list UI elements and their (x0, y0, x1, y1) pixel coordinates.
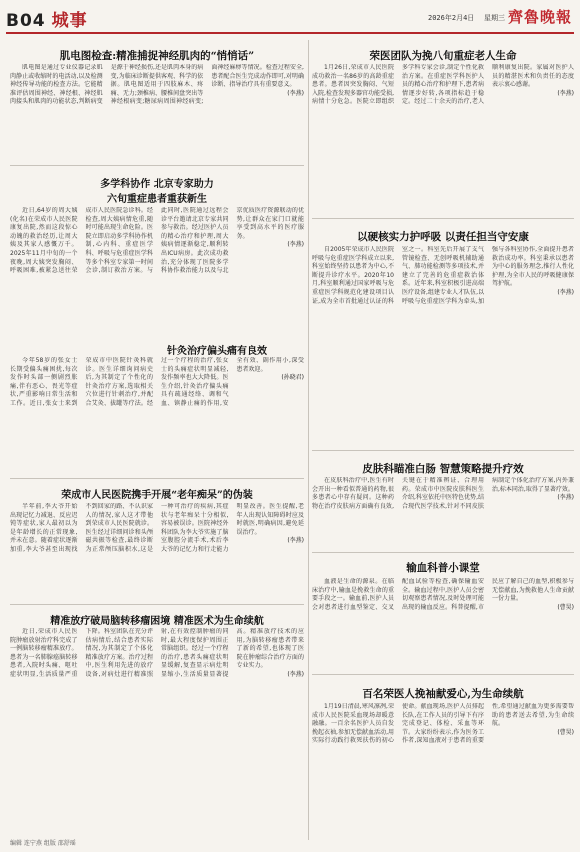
issue-date: 2026年2月4日 (428, 14, 475, 22)
article-title-transfusion: 输血科普小课堂 (406, 562, 480, 574)
page-header (0, 0, 580, 34)
article-body-respiratory: 自2005年荣成市人民医院呼吸与危重症医学科成立以来,科室始终坚持以患者为中心,不断提升诊疗水平。2020年10月,科室顺利通过国家呼吸与危重症医学科规范化建设项目认证,成为全市首批通过认证的科室之一。科室先后开展了支气管镜检查、无创呼吸机辅助通气、肺功能检测等多项技术,并建立了完善的危重症救治体系。近年来,科室积极引进高端医疗设备,组建专业人才队伍,以呼吸与危重症医学科为牵头,加强与各科室协作,全面提升患者救治成功率。科室秉承以患者为中心的服务理念,推行人性化护理,为全市人民的呼吸健康保驾护航。 (李燕) (312, 246, 574, 305)
article-title-respiratory: 以硬核实力护呼吸 以责任担当守安康 (357, 231, 529, 243)
article-body-radiotherapy: 近日,荣成市人民医院肿瘤放射治疗科完成了一例脑转移瘤精准放疗。患者为一名肺腺癌脑转移患者,入院时头痛、呕吐症状明显,生活质量严重下降。科室团队在充分评估病情后,结合患者实际情况,为其制定了个体化精准放疗方案。治疗过程中,医生利用先进的放疗设备,对病灶进行精准照射,在有效控制肿瘤的同时,最大程度保护周围正常脑组织。经过一个疗程的治疗,患者头痛症状明显缓解,复查显示病灶明显缩小,生活质量显著提高。精准放疗技术的应用,为脑转移瘤患者带来了新的希望,也体现了医院在肿瘤综合治疗方面的专业实力。 (李燕) (10, 628, 304, 678)
newspaper-logo: 齊魯晚報 (508, 8, 573, 26)
divider (312, 450, 574, 451)
article-title-dermatology: 皮肤科瞄准白肠 智慧策略提升疗效 (362, 463, 524, 475)
divider (312, 674, 574, 675)
article-body-acupuncture: 今年58岁的张女士长期受偏头痛困扰,每次发作时头部一侧剧烈胀痛,伴有恶心、畏光等症状,严重影响日常生活和工作。近日,张女士来到荣成市中医院针灸科就诊。医生详细询问病史后,为其制定了个性化的针灸治疗方案,选取相关穴位进行针刺治疗,并配合艾灸、拔罐等疗法。经过一个疗程的治疗,张女士的头痛症状明显减轻,发作频率也大大降低。医生介绍,针灸治疗偏头痛具有疏通经络、调和气血、镇静止痛的作用,安全有效、副作用小,深受患者欢迎。 (孙晓君) (10, 357, 304, 407)
article-body-blood-donation: 1月19日清晨,寒风凛冽,荣成市人民医院采血现场却暖意融融。一百余名医护人员自发挽起衣袖,参加无偿献血活动,用实际行动践行救死扶伤的初心使命。献血现场,医护人员排起长队,在工作人员的引导下有序完成登记、体检、采血等环节。大家纷纷表示,作为医务工作者,深知血液对于患者的重要性,希望通过献血为更多需要帮助的患者送去希望,为生命续航。 (曹昊) (312, 703, 574, 745)
column-divider (308, 40, 309, 840)
article-title-elderly: 荣医团队为挽八旬重症老人生命 (369, 50, 517, 62)
article-body-beijing: 近日,64岁的周大姨(化名)在荣成市人民医院康复出院,然而这段惊心动魄的救治经历,让周大姨及其家人感慨万千。2025年11月中旬的一个夜晚,周大姨突发胸闷、呼吸困难,被紧急送往荣成市人民医院急诊科。经检查,周大姨病情危重,随时可能出现生命危险。医院立即启动多学科协作机制,心内科、重症医学科、呼吸与危重症医学科等多个科室专家第一时间会诊,制订救治方案。与此同时,医院通过远程会诊平台邀请北京专家共同参与救治。经过医护人员的精心治疗和护理,周大姨病情逐渐稳定,顺利转出ICU病房。此次成功救治,充分体现了医院多学科协作救治能力以及与北京优质医疗资源联动的优势,让群众在家门口就能享受到高水平的医疗服务。 (李燕) (10, 207, 304, 275)
article-title-blood-donation: 百名荣医人挽袖献爱心,为生命续航 (362, 688, 524, 700)
article-subtitle-beijing: 六旬重症患者重获新生 (107, 194, 207, 205)
article-title-acupuncture: 针灸治疗偏头痛有良效 (167, 346, 267, 357)
article-title-emg: 肌电图检查:精准捕捉神经肌肉的“悄悄话” (59, 50, 255, 62)
article-body-elderly: 1月26日,荣成市人民医院成功救治一名86岁的高龄重症患者。患者因突发胸闷、气短入院,检查发现多器官功能受损,病情十分危急。医院立即组织多学科专家会诊,制定个性化救治方案。在重症医学科医护人员的精心治疗和护理下,患者病情逐步好转,各项指标趋于稳定。经过二十余天的治疗,老人顺利康复出院。家属对医护人员的精湛医术和负责任的态度表示衷心感谢。 (李燕) (312, 64, 574, 106)
divider (312, 218, 574, 219)
divider (10, 604, 304, 605)
article-title-dementia: 荣成市人民医院携手开展“老年痴呆”的伪装 (61, 490, 253, 501)
article-title-radiotherapy: 精准放疗破局脑转移瘤困境 精准医术为生命续航 (50, 616, 264, 627)
divider (312, 552, 574, 553)
section-name: 城事 (51, 11, 88, 31)
header-rule (6, 32, 574, 34)
divider (10, 478, 304, 479)
page-number: B04 城事 (6, 11, 88, 31)
article-title-beijing: 多学科协作 北京专家助力 (100, 179, 214, 190)
article-body-dermatology: 在皮肤科治疗中,医生有时会开出一种看似普通的药物,很多患者心中存有疑问。这种药物在治疗皮肤病方面确有良效,关键在于精准辨证、合理用药。荣成市中医院皮肤科医生介绍,科室依托中医特色优势,结合现代医学技术,针对不同皮肤病制定个体化治疗方案,内外兼治,标本同治,取得了显著疗效。 (李燕) (312, 477, 574, 510)
page-footer-editors: 编辑 连宁燕 组版 邵舒瑶 (10, 840, 76, 847)
divider (10, 165, 304, 166)
article-body-transfusion: 血液是生命的源泉。在临床治疗中,输血是挽救生命的重要手段之一。输血前,医护人员会对患者进行血型鉴定、交叉配血试验等检查,确保输血安全。输血过程中,医护人员会密切观察患者情况,及时处理可能出现的输血反应。科普提醒,市民应了解自己的血型,积极参与无偿献血,为挽救他人生命贡献一份力量。 (曹昊) (312, 578, 574, 611)
issue-weekday: 星期三 (484, 14, 505, 22)
article-body-emg: 肌电图是通过专业仪器记录肌肉静止或收缩时的电活动,以及检测神经传导功能的检查方法。它能精准评估周围神经、神经根、神经肌肉接头和肌肉的功能状态,判断病变是源于神经损伤,还是肌肉本身的病变,为临床诊断提供客观、科学的依据。肌电图适用于四肢麻木、疼痛、无力;颈椎病、腰椎间盘突出等神经根病变;糖尿病周围神经病变;面神经麻痹等情况。检查过程安全,患者配合医生完成动作即可,对明确诊断、指导治疗具有重要意义。 (李燕) (10, 64, 304, 106)
article-body-dementia: 半年前,李大爷开始出现记忆力减退、反应迟钝等症状,家人最初以为是年龄增长的正常现象,并未在意。随着症状逐渐加重,李大爷甚至出现找不到回家的路、不认识家人的情况,家人这才带他到荣成市人民医院就诊。医生经过详细问诊和头颅磁共振等检查,最终诊断为正常颅压脑积水,这是一种可治疗的疾病,其症状与老年痴呆十分相似,容易被误诊。医院神经外科团队为李大爷实施了脑室腹腔分流手术,术后李大爷的记忆力和行走能力明显改善。医生提醒,老年人出现认知障碍时应及时就医,明确病因,避免延误治疗。 (李燕) (10, 503, 304, 553)
